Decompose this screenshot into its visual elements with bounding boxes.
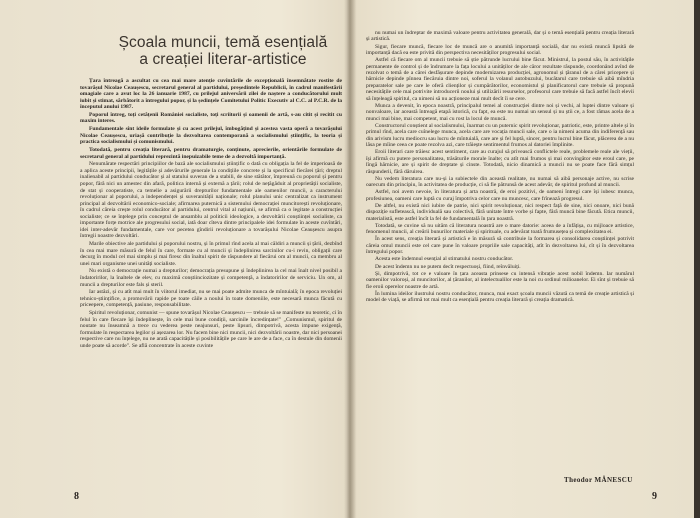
left-paragraph: Totodată, pentru creația literară, pentru dramaturgie, conținute, aprecierile, orientările formulate de secretarul general al partidului reprezintă inepuizabile teme de a dezvoltă importanță. xyxy=(80,147,342,160)
left-paragraph: Poporul întreg, toți cetățenii României socialiste, toți scriitorii și oamenii de artă, s-au citit și recitit cu maxim interes. xyxy=(80,111,342,125)
right-paragraph: nu numai un îndreptar de maximă valoare pentru activitatea generală, dar și o temă esențială pentru creația literară și artistică. xyxy=(366,30,634,43)
right-page xyxy=(352,0,700,518)
right-paragraph: Constructorul conștient al socialismului, înarmat cu un puternic spirit revoluționar, patriotic, este, printre altele și în primul rînd, acela care cuînelege munca, acela care are vocația muncii sale, care o ia nimeni acuma din indiferență sau din arivism lucru mediocru sau lucru de mîntuială, care are și fel luptă, sincer, pentru lucrul bine făcut, plăcerea de a nu lăsa pe mîine ceea ce poate rezolva azi, care trăiește sentimentul frumos al datoriei împlinite. xyxy=(366,122,634,149)
right-paragraph: Acesta este îndemnul esențial al stimatului nostru conducător. xyxy=(375,256,514,263)
right-paragraph: În acest sens, creația literară și artistică e în măsură să contribuie la formarea și consolidarea conștiinței potrivit căreia omul muncii este cel care pune în valoare propriile sale capacități, atît în dezvoltarea lui, cît și în dezvoltarea întregului popor. xyxy=(366,236,634,256)
left-text-column xyxy=(80,78,342,480)
right-paragraph: Sigur, fiecare muncă, fiecare loc de muncă are o anumită importanță socială, dar nu există muncă lipsită de importanță dacă ea este privită din perspectiva necesităților progresului social. xyxy=(366,43,634,56)
left-paragraph: Marile obiective ale partidului și poporului nostru, și în primul rînd acela al mai căldiri a muncii și țării, dezbînd în cea mai mare măsură de felul în care, formate cu al muncii și îndeplinirea sarcinilor cu-i revin, obligații care decurg în modul cel mai simplu și mai firesc din înaltul spirit de răspundere al fiecărui om al muncii, ca membru al unei mari organisme unei unități socialiste. xyxy=(80,241,342,267)
page-number-right: 9 xyxy=(652,491,657,502)
left-paragraph: Țara întreagă a ascultat cu cea mai mare atenție cuvîntările de excepțională însemnătate rostite de tovarășul Nicolae Ceaușescu, secretarul general al partidului, președintele Republicii, în cadrul manifestării omagiale care a avut loc la 26 ianuarie 1987, cu prilejul aniversării zilei de naștere a conducătorului mult iubit și stimat, sărbătorit a întregului popor, și la ședințele Comitetului Politic Executiv al C.C. al P.C.R. de la începutul anului 1987. xyxy=(80,78,342,111)
right-paragraph: Totodată, se cuvine să nu uităm că literatura noastră are o mare datorie: aceea de a înfățișa, cu mijloace artistice, fenomenul muncii, al creării bunurilor materiale și spirituale, cu adevărat toată frumusețea și complexitatea ei. xyxy=(366,222,634,236)
left-paragraph: Iar astăzi, și cu atît mai mult în viitorul imediat, nu se mai poate admite munca de mîntuială; în epoca revoluției tehnico-științifice, a promovării rapide pe toate căile a noului în toate domeniile, este necesară munca făcută cu priceepere, competență, pasiune, responsabilitate. xyxy=(80,289,342,309)
right-paragraph: Astfel că fiecare om al muncii trebuie să știe pătrunde lucrului bine făcut. Ministrul, la postul său, în activitățile permanente de control și de îndrumare la fața locului a unităților de ale căror rezultate răspunde, coordonând avînd de rezolvat o temă de a cărei desfășurare depinde modernizarea producției, agronomul și țăranul de a cărei pricepere și hărnicie depinde pînnea fiecăruia dintre noi, soferul la volanul autobuzului, bucătarul care trebuie să aibă mîndria preparatelor sale pe care le oferă clienților și cumpărătorilor, economistul și planificatorul care trebuie să propună necesitățile cele mai potrivite introducerii noului și utilizării resurselor, profesorul care trebuie să facă astfel încît elevii să înțeleagă spiritul, ca nimeni să nu acționeze mai mult decît îi se cere. xyxy=(366,57,634,102)
right-paragraph: Și, dimpotrivă, tot ce e valoare în țara aceasta prinsese cu intensă vibrație acest nobil îndemn. Iar numărul oamenilor valoroși, al muncitorilor, al țăranilor, al intelectualilor este la noi cu ordinul milioanelor. Ei sînt și trebuie să fie eroii operelor noastre de artă. xyxy=(366,270,634,290)
left-paragraph: Spiritul revoluționar, comunist — spune tovarășul Nicolae Ceaușescu — trebuie să se manifeste nu teoretic, ci în felul în care fiecare își îndeplinește, în cele mai bune condiții, sarcinile încredințate!" „Comunismul, spiritul de noutate nu înseamnă a trece cu vederea peste neajunsuri, peste lipsuri, dimpotrivă, acesta impune exigență, formulate în respectarea legilor și așezarea lor. Nu facem bine nici muncii, nici dezvoltării noastre, dar nici persoanei respective care nu înțelege, nu ne arată capacitățile și posibilitățile pe care le are de a face, ca în destule din domenii unde poate să acorde". Se află concentrate în aceste cuvinte xyxy=(80,310,342,349)
right-paragraph: Nu vedem literatura care nu-și ia subiectele din această realitate, nu numai să aibă personaje active, nu scrise oarecum din principiu, în activitatea de producție, ci să fie pătrunsă de acest adevăr, de spiritul profund al muncii. xyxy=(366,175,634,189)
author-signature: Theodor MĂNESCU xyxy=(564,476,633,484)
right-paragraph: De acest îndemn nu ne putem decît respectuoși, fiind, reînvăluiți. xyxy=(375,263,521,270)
left-page xyxy=(0,0,348,518)
right-paragraph: Munca a devenit, în epoca noastră, principalul temei al construcției dintre noi și vechi, al luptei dintre valoare și nonvaloare, iar această întreagă etapă istorică, cu fapt, ea este nu numai un sensul și nu știi ce, a fost rămas acela de a munci mai bine, mai competent, mai cu rost la locul de muncă. xyxy=(366,102,634,122)
left-paragraph: Fundamentale sînt ideile formulate și cu acest prilejul, îmbogățind și acestea vasta operă a tovarășului Nicolae Ceaușescu, uriașă contribuție la dezvoltarea contemporană a socialismului științific, la teoria și practica socialismului și comunismului. xyxy=(80,126,342,146)
right-paragraph: În lumina ideilor ilustrului nostru conducător, munca, mai exact școala muncii văzută ca temă de creație artistică și model de viață, se afirmă tot mai mult ca esențială pentru creația literară și creația dramatică. xyxy=(366,290,634,304)
page-edge-shadow xyxy=(694,0,700,518)
right-paragraph: Eroii literari care trăiesc acest sentiment, care au curajul să privească conflictele reale, problemele reale ale vieții, își afirmă cu putere personalitatea, trăsăturile morale înalte; cu atît mai frumos și mai convingător este eroul care, pe lîngă hărnicie, are și spirit de dreptate și cinste. Totodată, nicio dinamică a muncii nu se poate face fără simțul răspunderii, fără dăruirea. xyxy=(366,149,634,175)
article-title: Școala muncii, temă esențială a creației literar-artistice xyxy=(118,34,328,68)
right-paragraph: De altfel, nu există nici iubire de patrie, nici spirit revoluționar, nici respect față de sine, nici onoare, nici bună dispoziție sufletească, individuală sau colectivă, fără unitate între vorbe și fapte, fără muncă bine făcută. Etica muncii, materialistă, este astfel încît la fel de fundamentală în țara noastră. xyxy=(366,202,634,222)
left-paragraph: Nenumărate respectări principiilor de bază ale socialismului științific o dată cu obligația la fel de imperioasă de a aplica aceste principii, legitățile și adevărurile generale la condițiile concrete și la specificul fiecărei țări; dreptul inalienabil al partidului conducător și al statului suveran de a stabili, de sine stătător, împreună cu poporul și pentru popor, fără nici un amestec din afară, politica internă și externă a țării; rolul de nețăgăduit al proprietății socialiste, de stat și cooperatiste, ca temelie a asigurării drepturilor fundamentale ale oamenilor muncii, a caracterului revoluționar al poporului, a independenței și suveranității naționale; rolul planului unic centralizat ca instrument principal al dezvoltării economico-sociale; afirmarea puternică a sistemului democrației muncitorești revoluționare, în cadrul căreia crește rolul conducător al partidului, centrul vital al națiunii, se afirmă ca o legitate a construcției socialiste; ce se înțelege prin conceptul de ansamblu al politicii ideologice, a dezvoltării conștiinței socialiste, ca importante forțe motrice ale progresului social, iată doar cîteva dintre principalele idei formulate în aceste cuvîntări, idei inter-adevăr fundamentale, care vor pecetea gîndirii revoluționare a tovarășului Nicolae Ceaușescu asupra întregii noastre dezvoltări. xyxy=(80,161,342,240)
right-text-column xyxy=(366,30,634,470)
left-paragraph: Nu există o democrație numai a drepturilor; democrația presupune și îndeplinirea la cel mai înalt nivel posibil a îndatoririlor, la înaltele de elev, cu maximă conștiinciozitate și competență, a îndatoririlor de serviciu. Un om, al muncii a drepturilor este fals și steril. xyxy=(80,268,342,288)
page-number-left: 8 xyxy=(74,491,79,502)
right-paragraph: Astfel, noi avem nevoie, în literatura și arta noastră, de eroi pozitivi, de oameni întregi care își iubesc munca, profesiunea, oameni care luptă cu curaj împotriva celor care nu muncesc, care frînează progresul. xyxy=(366,189,634,202)
